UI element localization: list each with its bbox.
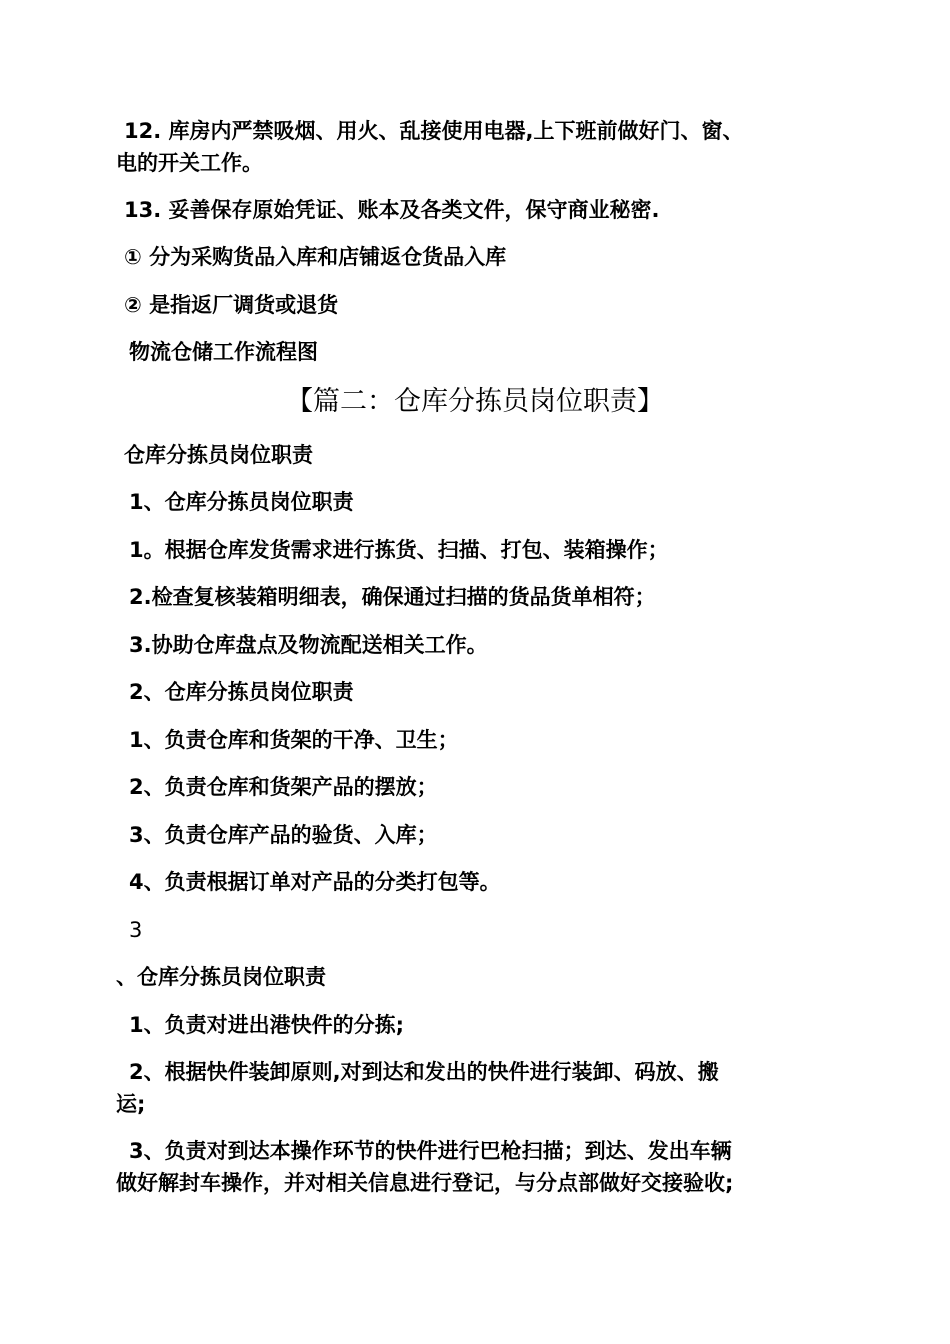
flowchart-caption: 物流仓储工作流程图 <box>129 340 318 364</box>
list-item: 1、负责对进出港快件的分拣; <box>129 1013 405 1037</box>
section-title: 仓库分拣员岗位职责 <box>124 443 313 467</box>
item-12-line-1: 12. 库房内严禁吸烟、用火、乱接使用电器,上下班前做好门、窗、 <box>124 119 744 143</box>
list-item: 3.协助仓库盘点及物流配送相关工作。 <box>129 633 488 657</box>
list-item: 4、负责根据订单对产品的分类打包等。 <box>129 870 501 894</box>
subsection-1-title: 1、仓库分拣员岗位职责 <box>129 490 354 514</box>
list-item-line-2: 运; <box>116 1092 146 1116</box>
list-item-line-2: 做好解封车操作，并对相关信息进行登记，与分点部做好交接验收; <box>116 1171 734 1195</box>
list-item: 1、负责仓库和货架的干净、卫生； <box>129 728 459 752</box>
note-1: ① 分为采购货品入库和店铺返仓货品入库 <box>124 245 507 269</box>
list-item-line-1: 3、负责对到达本操作环节的快件进行巴枪扫描；到达、发出车辆 <box>129 1139 732 1163</box>
subsection-2-title: 2、仓库分拣员岗位职责 <box>129 680 354 704</box>
list-item: 2.检查复核装箱明细表，确保通过扫描的货品货单相符； <box>129 585 656 609</box>
section-heading: 【篇二：仓库分拣员岗位职责】 <box>286 386 664 417</box>
item-13: 13. 妥善保存原始凭证、账本及各类文件，保守商业秘密. <box>124 198 660 222</box>
subsection-3-title: 、仓库分拣员岗位职责 <box>116 965 326 989</box>
item-12-line-2: 电的开关工作。 <box>116 151 263 175</box>
subsection-3-number: 3 <box>129 918 143 942</box>
list-item-line-1: 2、根据快件装卸原则,对到达和发出的快件进行装卸、码放、搬 <box>129 1060 719 1084</box>
list-item: 1。根据仓库发货需求进行拣货、扫描、打包、装箱操作； <box>129 538 669 562</box>
list-item: 2、负责仓库和货架产品的摆放； <box>129 775 438 799</box>
note-2: ② 是指返厂调货或退货 <box>124 293 339 317</box>
list-item: 3、负责仓库产品的验货、入库； <box>129 823 438 847</box>
